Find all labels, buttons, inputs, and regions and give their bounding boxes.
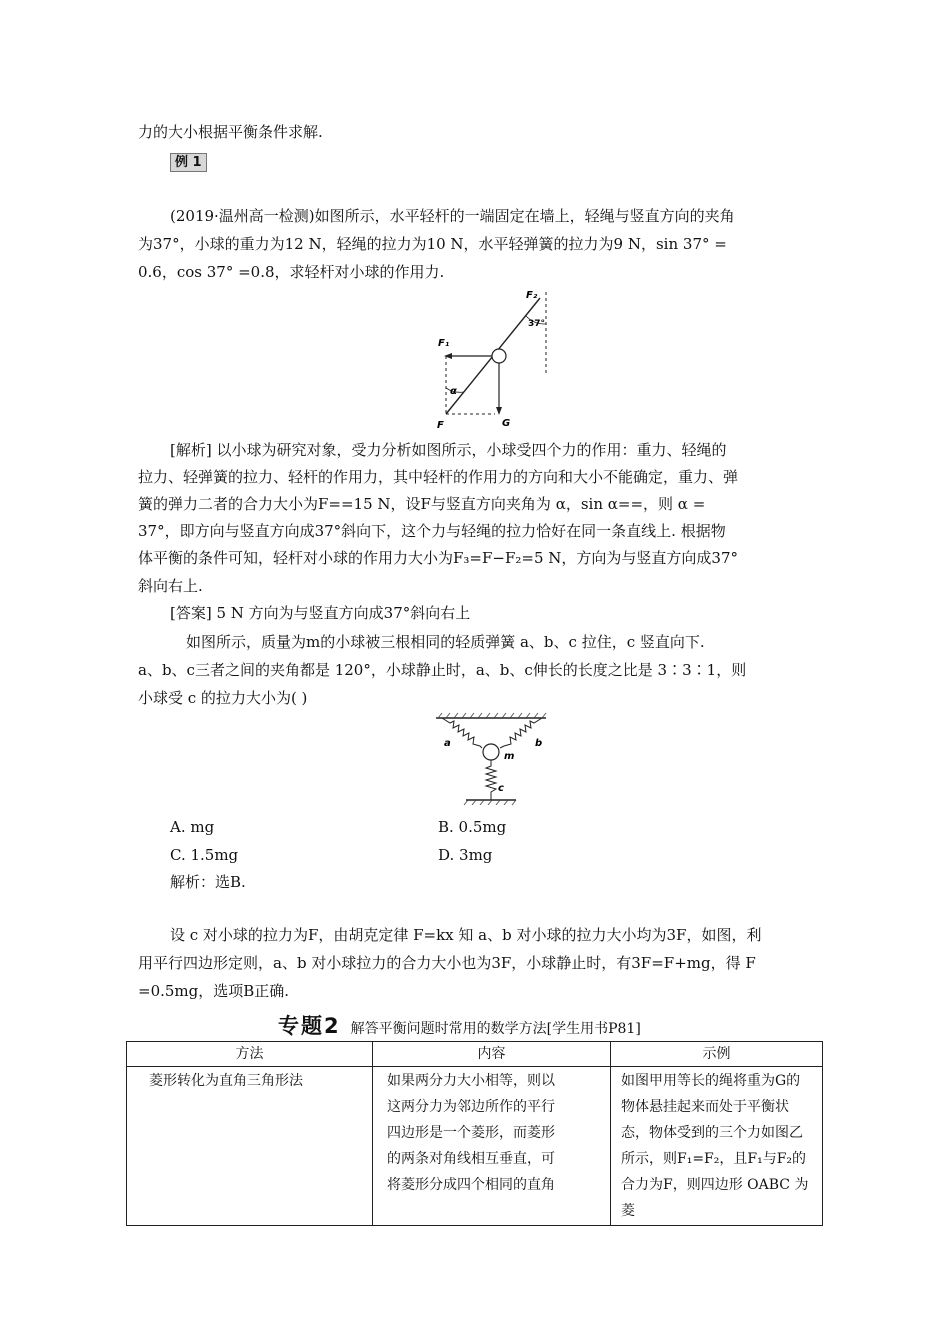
choice-line: 解析：选B. (170, 873, 246, 891)
table-header-row (127, 1042, 823, 1067)
problem2-line-2: a、b、c三者之间的夹角都是 120°，小球静止时，a、b、c伸长的长度之比是 3∶3∶1，则 (138, 661, 747, 679)
analysis-line-4: 37°，即方向与竖直方向成37°斜向下，这个力与轻绳的拉力恰好在同一条直线上. 根据物 (138, 522, 726, 540)
spring-figure (432, 712, 552, 812)
topic-label: 专题2 (278, 1014, 341, 1038)
option-d: D. 3mg (438, 846, 493, 864)
ball-m (483, 744, 499, 760)
label-c: c (498, 783, 504, 794)
option-c: C. 1.5mg (170, 846, 239, 864)
force-diagram-figure (428, 284, 558, 432)
label-alpha: α (450, 386, 457, 397)
label-a: a (444, 738, 451, 749)
answer-line: [答案] 5 N 方向为与竖直方向成37°斜向右上 (170, 604, 471, 622)
intro-line: 力的大小根据平衡条件求解. (138, 123, 323, 141)
analysis-line-3: 簧的弹力二者的合力大小为F==15 N，设F与竖直方向夹角为 α，sin α==，则 α = (138, 495, 706, 513)
example-line-3: 0.6，cos 37° =0.8，求轻杆对小球的作用力. (138, 263, 445, 281)
topic-heading (278, 1010, 641, 1040)
spring-c (486, 760, 496, 800)
header-example: 示例 (611, 1042, 823, 1067)
example-line-2: 为37°，小球的重力为12 N，轻绳的拉力为10 N，水平轻弹簧的拉力为9 N，sin 37° = (138, 235, 727, 253)
analysis-line-5: 体平衡的条件可知，轻杆对小球的作用力大小为F₃=F−F₂=5 N，方向为与竖直方向成37° (138, 549, 738, 567)
header-method: 方法 (127, 1042, 373, 1067)
explanation-line-3: =0.5mg，选项B正确. (138, 982, 290, 1000)
cell-example: 如图甲用等长的绳将重为G的 物体悬挂起来而处于平衡状 态，物体受到的三个力如图乙 所示，则F₁=F₂，且F₁与F₂的 合力为F，则四边形 OABC 为菱 (611, 1067, 823, 1226)
example-line-1: (2019·温州高一检测)如图所示，水平轻杆的一端固定在墙上，轻绳与竖直方向的夹角 (170, 207, 735, 225)
problem2-line-1: 如图所示，质量为m的小球被三根相同的轻质弹簧 a、b、c 拉住，c 竖直向下. (186, 633, 705, 651)
label-37: 37° (528, 319, 546, 329)
table-row (127, 1067, 823, 1226)
label-f: F (437, 420, 444, 431)
label-f1: F₁ (438, 338, 450, 349)
header-content: 内容 (373, 1042, 611, 1067)
cell-method: 菱形转化为直角三角形法 (127, 1067, 373, 1226)
label-g: G (502, 418, 511, 429)
option-b: B. 0.5mg (438, 818, 507, 836)
label-m: m (504, 751, 515, 762)
methods-table (126, 1041, 823, 1226)
option-a: A. mg (170, 818, 215, 836)
analysis-line-1: [解析] 以小球为研究对象，受力分析如图所示，小球受四个力的作用：重力、轻绳的 (170, 441, 727, 459)
ball (492, 349, 506, 363)
label-f2: F₂ (526, 290, 538, 301)
label-b: b (535, 738, 543, 749)
analysis-line-2: 拉力、轻弹簧的拉力、轻杆的作用力，其中轻杆的作用力的方向和大小不能确定，重力、弹 (138, 468, 739, 486)
explanation-line-2: 用平行四边形定则，a、b 对小球拉力的合力大小也为3F，小球静止时，有3F=F+mg，得 F (138, 954, 756, 972)
topic-title: 解答平衡问题时常用的数学方法[学生用书P81] (350, 1021, 641, 1037)
cell-content: 如果两分力大小相等，则以 这两分力为邻边所作的平行 四边形是一个菱形，而菱形 的两条对角线相互垂直，可 将菱形分成四个相同的直角 (373, 1067, 611, 1226)
analysis-line-6: 斜向右上. (138, 577, 203, 595)
explanation-line-1: 设 c 对小球的拉力为F，由胡克定律 F=kx 知 a、b 对小球的拉力大小均为3F，如图，利 (170, 926, 762, 944)
example-tag: 例 1 (170, 153, 207, 172)
problem2-line-3: 小球受 c 的拉力大小为( ) (138, 689, 308, 707)
